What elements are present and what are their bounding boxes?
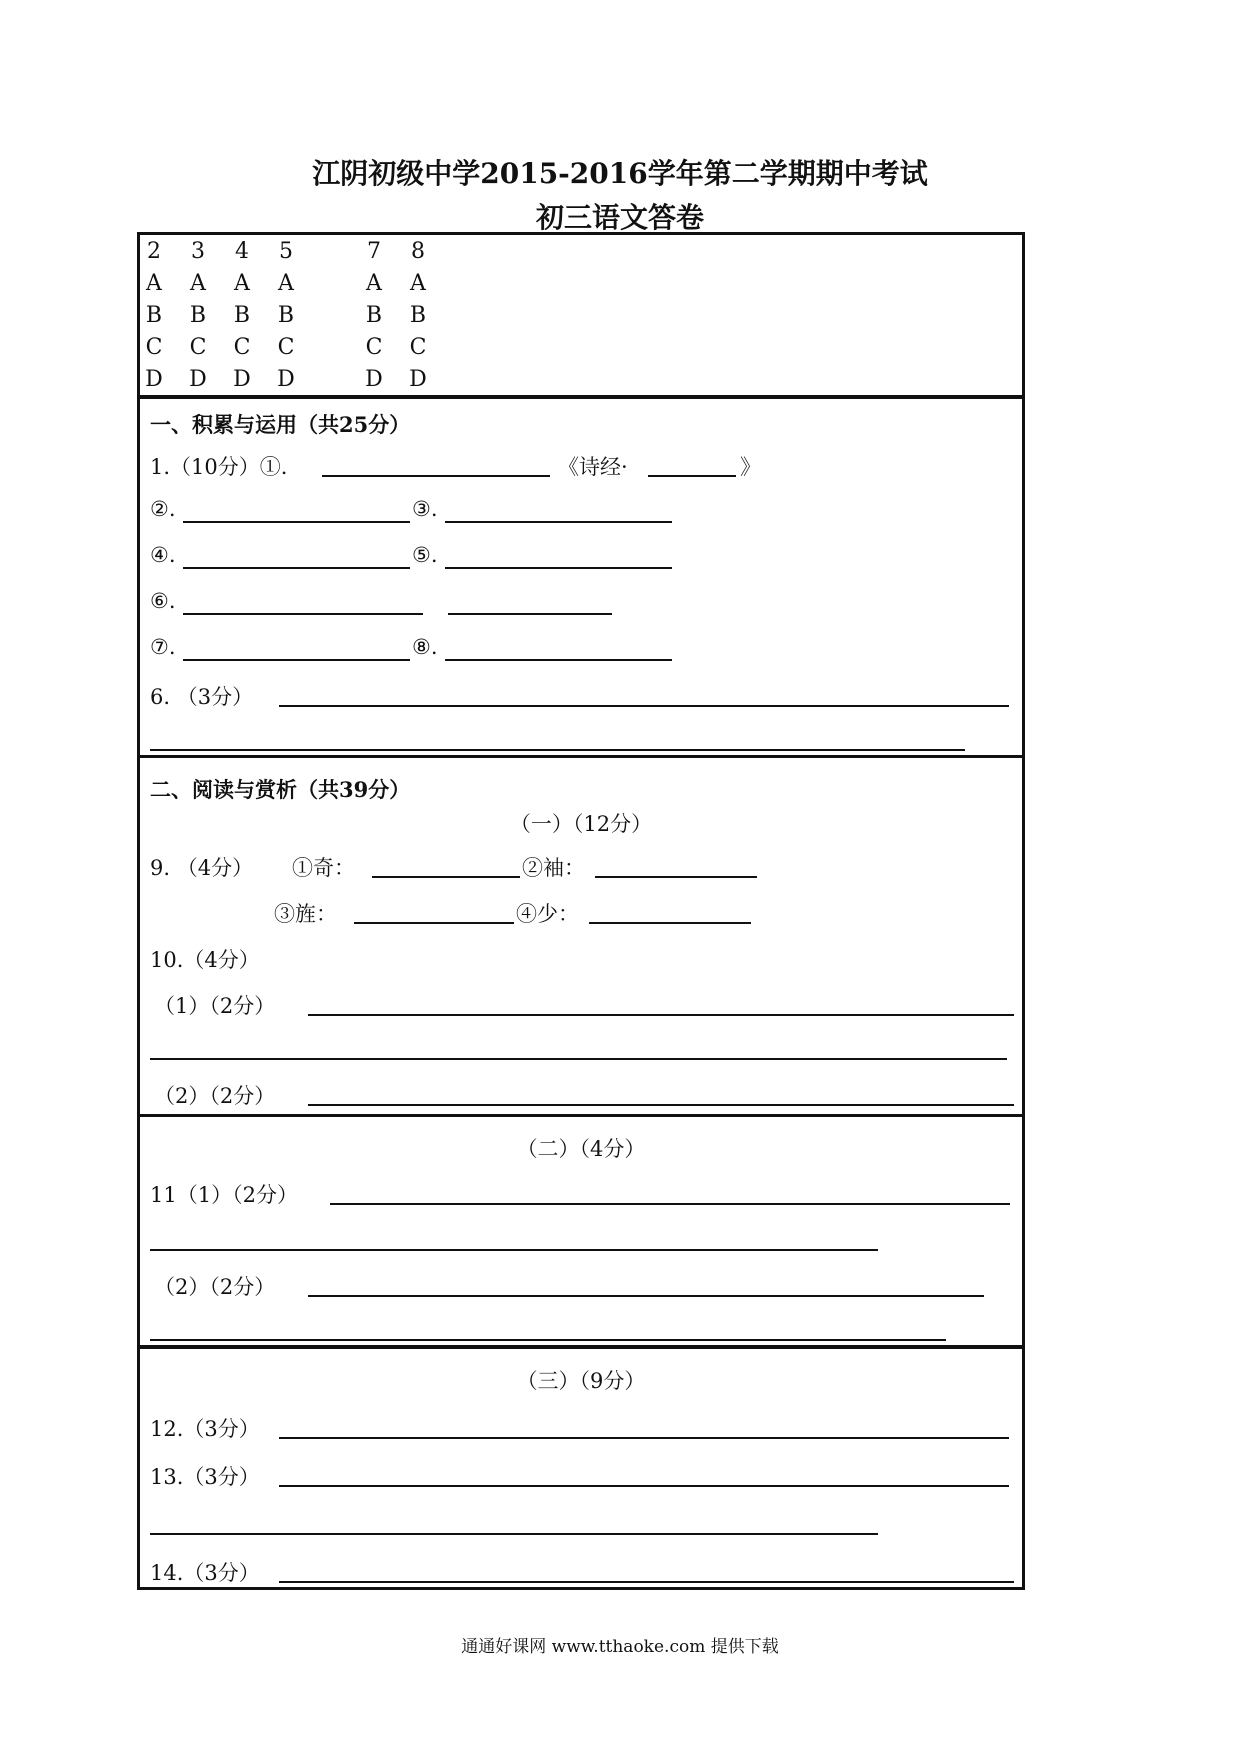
part3-heading: （三）（9分） [516, 1369, 646, 1393]
blank4-line[interactable] [183, 567, 410, 569]
choice-option-d[interactable]: D [365, 367, 383, 392]
section1-box [137, 396, 1025, 758]
blank3-line[interactable] [445, 521, 672, 523]
q9-word3-label: ③旌： [274, 902, 337, 926]
q13-line1[interactable] [279, 1485, 1009, 1487]
section1-heading: 一、积累与运用（共25分） [150, 412, 411, 437]
q9-label: 9. （4分） [150, 856, 254, 880]
choice-option-a[interactable]: A [278, 271, 294, 296]
q10-sub2-label: （2）（2分） [154, 1084, 276, 1108]
blank3-label: ③. [412, 497, 438, 521]
part2-heading: （二）（4分） [516, 1137, 646, 1161]
q6-label: 6. （3分） [150, 685, 254, 709]
choice-option-c[interactable]: C [189, 335, 207, 360]
blank4-label: ④. [150, 543, 176, 567]
blank8-line[interactable] [445, 659, 672, 661]
q1-source-end: 》 [740, 455, 761, 479]
q9-word4-line[interactable] [589, 922, 751, 924]
choice-option-d[interactable]: D [409, 367, 427, 392]
q10-sub2-line[interactable] [308, 1104, 1014, 1106]
choice-question-number: 5 [279, 239, 293, 264]
choice-option-c[interactable]: C [233, 335, 251, 360]
blank6-label: ⑥. [150, 589, 176, 613]
q11-sub2-line2[interactable] [150, 1339, 946, 1341]
choice-question-number: 3 [191, 239, 205, 264]
choice-question-number: 7 [367, 239, 381, 264]
q9-word1-label: ①奇： [292, 856, 355, 880]
q13-line2[interactable] [150, 1533, 878, 1535]
choice-option-b[interactable]: B [409, 303, 427, 328]
q10-sub1-line1[interactable] [308, 1014, 1014, 1016]
choice-option-d[interactable]: D [145, 367, 163, 392]
q13-label: 13.（3分） [150, 1465, 260, 1489]
section2-heading: 二、阅读与赏析（共39分） [150, 777, 411, 802]
q1-blank1-line[interactable] [322, 475, 550, 477]
q11-sub2-line1[interactable] [308, 1295, 984, 1297]
q12-line[interactable] [279, 1437, 1009, 1439]
q11-sub1-line1[interactable] [330, 1203, 1010, 1205]
part1-heading: （一）（12分） [509, 812, 653, 836]
choice-question-number: 2 [147, 239, 161, 264]
q11-sub1-line2[interactable] [150, 1249, 878, 1251]
choice-question-number: 8 [411, 239, 425, 264]
choice-option-d[interactable]: D [189, 367, 207, 392]
choice-question-number: 4 [235, 239, 249, 264]
q14-line[interactable] [279, 1581, 1014, 1583]
choice-option-c[interactable]: C [145, 335, 163, 360]
choice-option-b[interactable]: B [365, 303, 383, 328]
blank2-line[interactable] [183, 521, 410, 523]
q9-word2-label: ②袖： [522, 856, 585, 880]
q9-word3-line[interactable] [354, 922, 514, 924]
q10-label: 10.（4分） [150, 948, 260, 972]
blank5-label: ⑤. [412, 543, 438, 567]
choice-option-a[interactable]: A [190, 271, 206, 296]
choice-option-b[interactable]: B [233, 303, 251, 328]
footer-watermark: 通通好课网 www.tthaoke.com 提供下载 [461, 1637, 779, 1657]
q11-sub2-label: （2）（2分） [154, 1275, 276, 1299]
q1-label: 1.（10分）①. [150, 455, 288, 479]
blank7-label: ⑦. [150, 635, 176, 659]
q1-source: 《诗经· [558, 455, 628, 479]
choice-option-a[interactable]: A [410, 271, 426, 296]
q9-word4-label: ④少： [516, 902, 579, 926]
q1-source-blank-line[interactable] [648, 475, 736, 477]
part3-box [137, 1346, 1025, 1590]
answer-sheet-subtitle: 初三语文答卷 [535, 201, 704, 234]
choice-option-a[interactable]: A [366, 271, 382, 296]
q11-sub1-label: 11（1）（2分） [150, 1183, 298, 1207]
choice-option-c[interactable]: C [365, 335, 383, 360]
q10-sub1-label: （1）（2分） [154, 994, 276, 1018]
section2-part1-area [137, 756, 1025, 1116]
q9-word2-line[interactable] [595, 876, 757, 878]
choice-option-d[interactable]: D [277, 367, 295, 392]
choice-option-b[interactable]: B [189, 303, 207, 328]
blank5-line[interactable] [445, 567, 672, 569]
choice-option-c[interactable]: C [409, 335, 427, 360]
choice-grid-box [137, 232, 1025, 398]
q10-sub1-line2[interactable] [150, 1058, 1007, 1060]
blank7-line[interactable] [183, 659, 410, 661]
choice-option-a[interactable]: A [146, 271, 162, 296]
choice-option-b[interactable]: B [145, 303, 163, 328]
exam-title: 江阴初级中学2015-2016学年第二学期期中考试 [312, 157, 928, 190]
blank2-label: ②. [150, 497, 176, 521]
blank6-second-line[interactable] [448, 613, 612, 615]
q9-word1-line[interactable] [372, 876, 520, 878]
choice-option-c[interactable]: C [277, 335, 295, 360]
blank6-line[interactable] [183, 613, 423, 615]
choice-option-b[interactable]: B [277, 303, 295, 328]
choice-option-d[interactable]: D [233, 367, 251, 392]
blank8-label: ⑧. [412, 635, 438, 659]
q6-line2[interactable] [150, 749, 965, 751]
q14-label: 14.（3分） [150, 1561, 260, 1585]
choice-option-a[interactable]: A [234, 271, 250, 296]
q6-line1[interactable] [279, 705, 1009, 707]
q12-label: 12.（3分） [150, 1417, 260, 1441]
part2-box [137, 1114, 1025, 1348]
